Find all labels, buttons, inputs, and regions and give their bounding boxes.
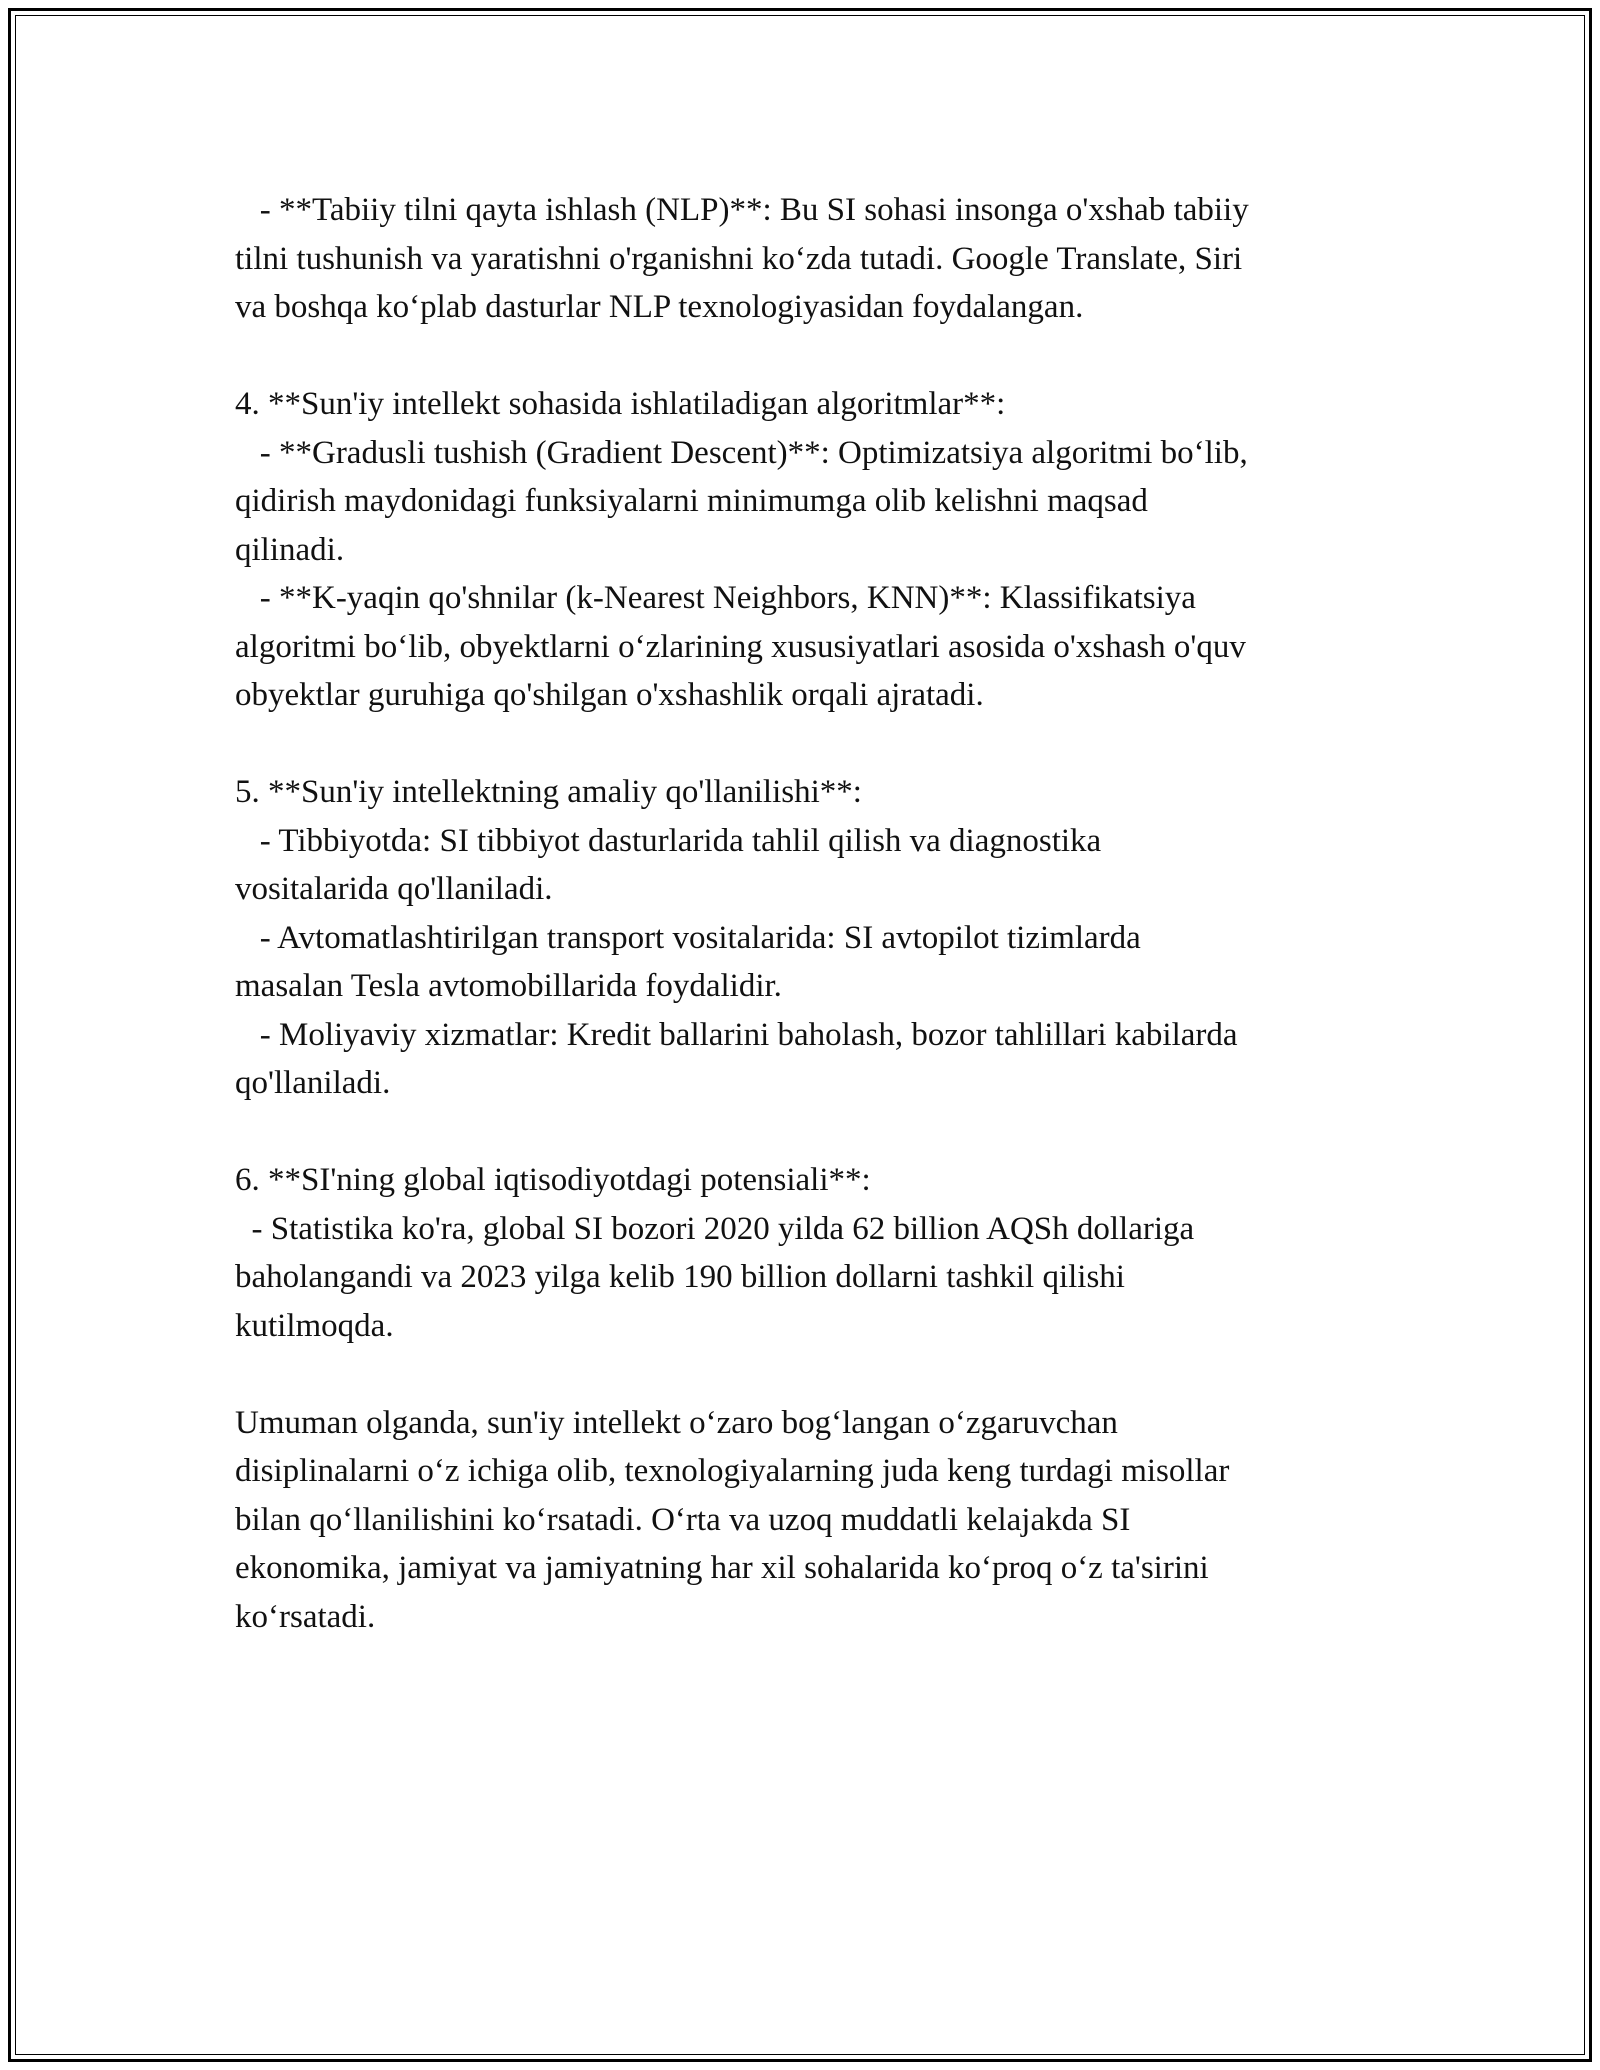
conclusion-line: ekonomika, jamiyat va jamiyatning har xil sohalarida koʻproq oʻz ta'sirini <box>235 1550 1209 1586</box>
conclusion-line: koʻrsatadi. <box>235 1598 376 1635</box>
section-heading-5: 5. **Sun'iy intellektning amaliy qo'llanilishi**: <box>235 774 862 810</box>
paragraph-gap <box>235 1350 1385 1399</box>
text-line: algoritmi boʻlib, obyektlarni oʻzlarining xususiyatlari asosida o'xshash o'quv <box>235 628 1246 665</box>
text-line: - Avtomatlashtirilgan transport vositalarida: SI avtopilot tizimlarda <box>235 919 1141 956</box>
text-line: qidirish maydonidagi funksiyalarni minimumga olib kelishni maqsad <box>235 483 1148 519</box>
text-line: obyektlar guruhiga qo'shilgan o'xshashlik orqali ajratadi. <box>235 677 984 713</box>
text-line: - **Gradusli tushish (Gradient Descent)**: Optimizatsiya algoritmi boʻlib, <box>235 434 1248 471</box>
text-line: - Moliyaviy xizmatlar: Kredit ballarini baholash, bozor tahlillari kabilarda <box>235 1016 1238 1053</box>
section-heading-6: 6. **SI'ning global iqtisodiyotdagi potensiali**: <box>235 1162 871 1198</box>
section-heading-4: 4. **Sun'iy intellekt sohasida ishlatiladigan algoritmlar**: <box>235 386 1006 422</box>
text-line: qilinadi. <box>235 531 345 568</box>
paragraph-gap <box>235 332 1385 381</box>
text-line: masalan Tesla avtomobillarida foydalidir. <box>235 968 782 1004</box>
text-line: tilni tushunish va yaratishni o'rganishni koʻzda tutadi. Google Translate, Siri <box>235 240 1243 277</box>
paragraph-gap <box>235 720 1385 769</box>
text-line: vositalarida qo'llaniladi. <box>235 871 553 907</box>
text-line: kutilmoqda. <box>235 1307 394 1344</box>
document-body <box>235 186 1385 1641</box>
text-line: - Tibbiyotda: SI tibbiyot dasturlarida tahlil qilish va diagnostika <box>235 822 1102 859</box>
text-line: baholangandi va 2023 yilga kelib 190 billion dollarni tashkil qilishi <box>235 1259 1125 1295</box>
text-line: - **Tabiiy tilni qayta ishlash (NLP)**: Bu SI sohasi insonga o'xshab tabiiy <box>235 192 1249 228</box>
conclusion-line: Umuman olganda, sun'iy intellekt oʻzaro bogʻlangan oʻzgaruvchan <box>235 1404 1118 1441</box>
text-line: qo'llaniladi. <box>235 1065 391 1101</box>
text-line: - Statistika ko'ra, global SI bozori 2020 yilda 62 billion AQSh dollariga <box>235 1210 1195 1247</box>
conclusion-line: disiplinalarni oʻz ichiga olib, texnologiyalarning juda keng turdagi misollar <box>235 1453 1230 1489</box>
text-line: - **K-yaqin qo'shnilar (k-Nearest Neighbors, KNN)**: Klassifikatsiya <box>235 580 1196 616</box>
paragraph-gap <box>235 1108 1385 1157</box>
conclusion-line: bilan qoʻllanilishini koʻrsatadi. Oʻrta va uzoq muddatli kelajakda SI <box>235 1501 1131 1538</box>
text-line: va boshqa koʻplab dasturlar NLP texnologiyasidan foydalangan. <box>235 289 1084 325</box>
